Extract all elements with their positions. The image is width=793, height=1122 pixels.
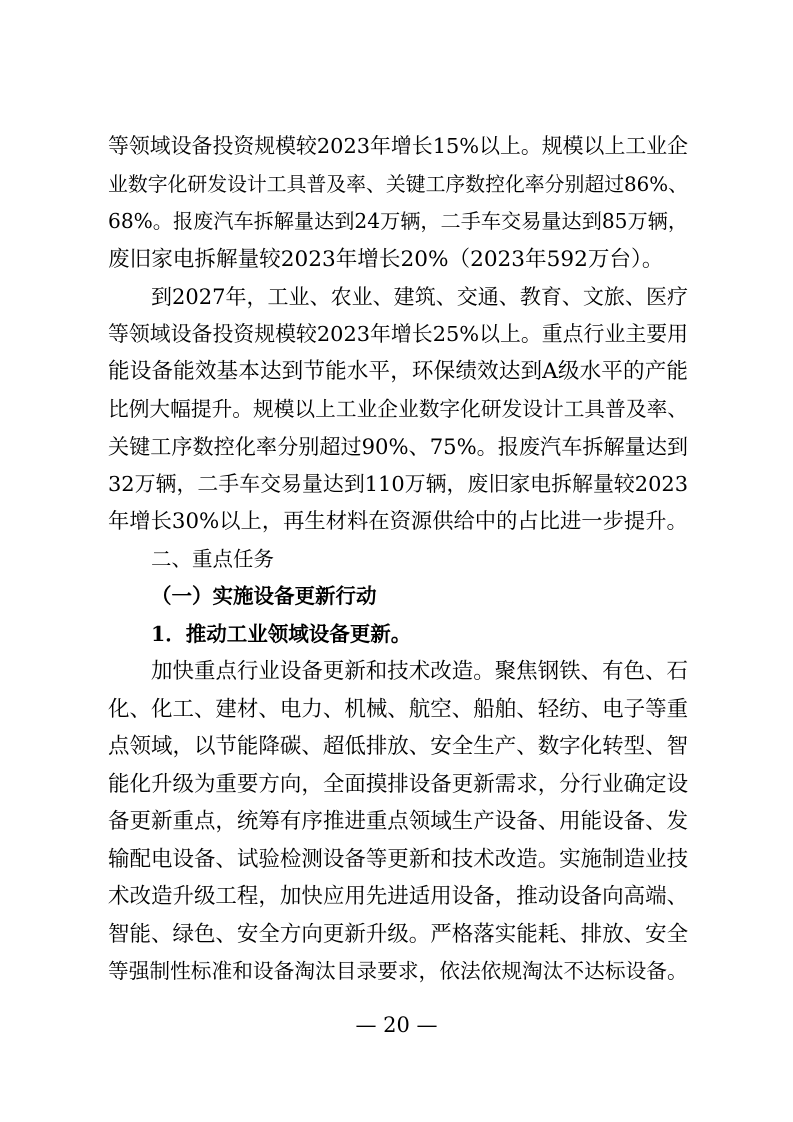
text-line: 关键工序数控化率分别超过90%、75%。报废汽车拆解量达到 [108, 434, 688, 459]
text-line: 等领域设备投资规模较2023年增长25%以上。重点行业主要用 [108, 321, 688, 346]
paragraph-targets-2025 [108, 128, 688, 278]
text-line: 输配电设备、试验检测设备等更新和技术改造。实施制造业技 [108, 846, 689, 872]
text-line: 年增长30%以上，再生材料在资源供给中的占比进一步提升。 [108, 509, 688, 534]
text-line: 等领域设备投资规模较2023年增长15%以上。规模以上工业企 [108, 134, 688, 158]
text-line: 智能、绿色、安全方向更新升级。严格落实能耗、排放、安全 [108, 921, 689, 947]
text-line: 32万辆，二手车交易量达到110万辆，废旧家电拆解量较2023 [108, 471, 688, 496]
text-line: 68%。报废汽车拆解量达到24万辆，二手车交易量达到85万辆， [108, 209, 688, 233]
text-line: 能设备能效基本达到节能水平，环保绩效达到A级水平的产能 [108, 359, 688, 384]
item-heading: 1．推动工业领域设备更新。 [151, 621, 412, 646]
text-line: 废旧家电拆解量较2023年增长20%（2023年592万台）。 [108, 246, 664, 272]
text-line: 到2027年，工业、农业、建筑、交通、教育、文旅、医疗 [151, 284, 688, 309]
text-line: 点领域，以节能降碳、超低排放、安全生产、数字化转型、智 [108, 734, 689, 759]
text-line: 等强制性标准和设备淘汰目录要求，依法依规淘汰不达标设备。 [108, 959, 688, 983]
section-heading: 二、重点任务 [151, 546, 274, 571]
document-body [108, 128, 688, 991]
text-line: 能化升级为重要方向，全面摸排设备更新需求，分行业确定设 [108, 771, 689, 797]
subsection-heading: （一）实施设备更新行动 [151, 584, 377, 608]
paragraph-targets-2027 [108, 278, 688, 541]
text-line: 加快重点行业设备更新和技术改造。聚焦钢铁、有色、石 [151, 659, 688, 684]
page-number: — 20 — [355, 1013, 438, 1037]
text-line: 比例大幅提升。规模以上工业企业数字化研发设计工具普及率、 [108, 396, 688, 421]
text-line: 业数字化研发设计工具普及率、关键工序数控化率分别超过86%、 [108, 172, 688, 196]
paragraph-industrial-equipment [108, 653, 688, 991]
text-line: 术改造升级工程，加快应用先进适用设备，推动设备向高端、 [108, 884, 689, 909]
text-line: 化、化工、建材、电力、机械、航空、船舶、轻纺、电子等重 [108, 696, 689, 722]
text-line: 备更新重点，统筹有序推进重点领域生产设备、用能设备、发 [108, 809, 689, 834]
